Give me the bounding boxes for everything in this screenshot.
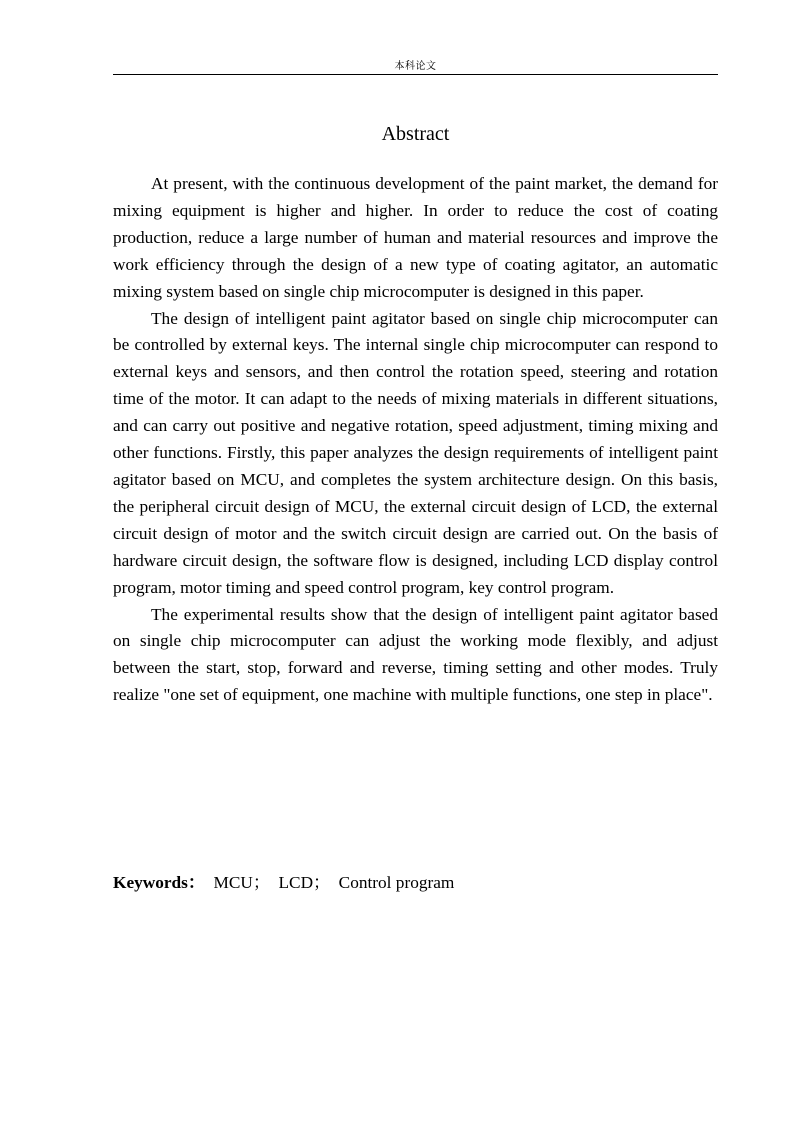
abstract-title: Abstract (381, 123, 450, 145)
keywords-label: Keywords： (113, 873, 206, 892)
abstract-paragraph: At present, with the continuous development of the paint market, the demand for mixing equipment is higher and higher. In order to reduce the cost of coating production, reduce a large number of human and material resources and improve the work efficiency through the design of a new type of coating agitator, an automatic mixing system based on single chip microcomputer is designed in this paper. (113, 174, 718, 301)
keyword-item: Control program (338, 873, 455, 892)
abstract-body (113, 171, 718, 709)
page-header (113, 56, 718, 75)
keyword-item: MCU； (213, 873, 271, 892)
keywords-line (113, 871, 454, 895)
header-title: 本科论文 (394, 61, 437, 72)
abstract-paragraph: The design of intelligent paint agitator based on single chip microcomputer can be controlled by external keys. The internal single chip microcomputer can respond to external keys and sensors, and then control the rotation speed, steering and rotation time of the motor. It can adapt to the needs of mixing materials in different situations, and can carry out positive and negative rotation, speed adjustment, timing mixing and other functions. Firstly, this paper analyzes the design requirements of intelligent paint agitator based on MCU, and completes the system architecture design. On this basis, the peripheral circuit design of MCU, the external circuit design of LCD, the external circuit design of motor and the switch circuit design are carried out. On the basis of hardware circuit design, the software flow is designed, including LCD display control program, motor timing and speed control program, key control program. (113, 308, 718, 597)
keyword-item: LCD； (278, 873, 331, 892)
abstract-paragraph: The experimental results show that the design of intelligent paint agitator based on single chip microcomputer can adjust the working mode flexibly, and adjust between the start, stop, forward and reverse, timing setting and other modes. Truly realize "one set of equipment, one machine with multiple functions, one step in place". (113, 604, 718, 705)
